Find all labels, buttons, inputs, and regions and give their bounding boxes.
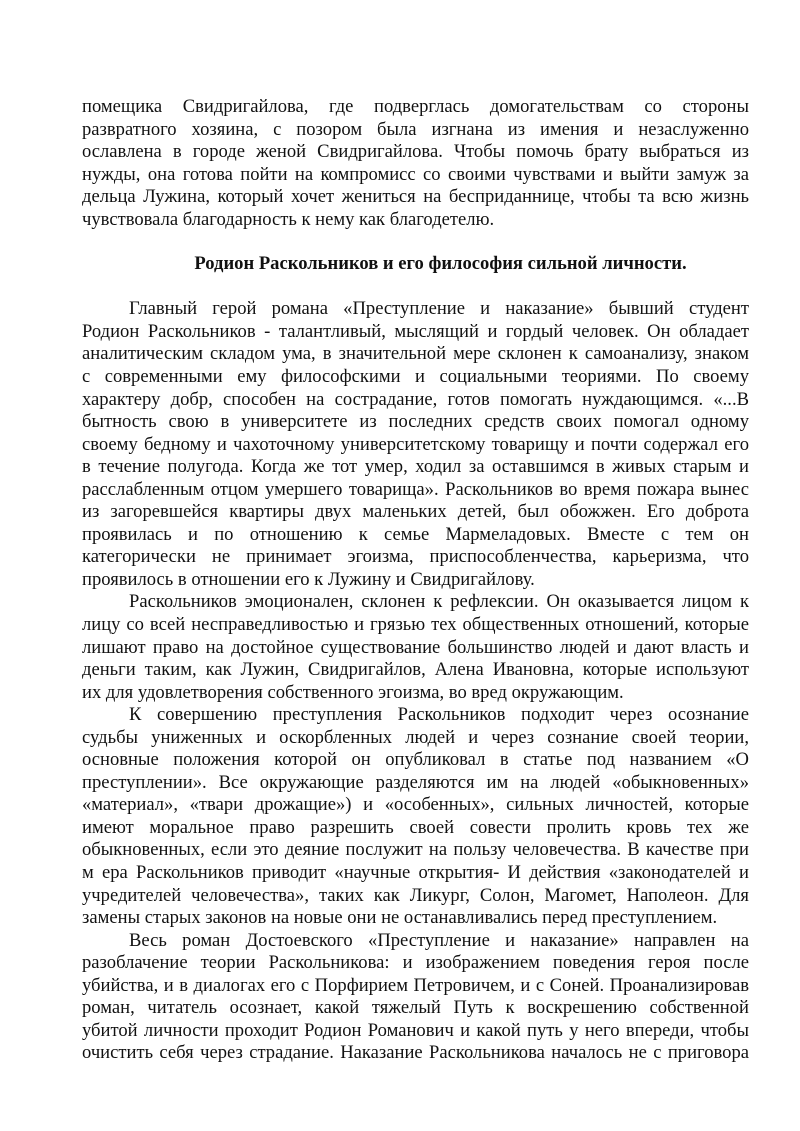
text-line: Раскольников эмоционален, склонен к рефлексии. Он оказывается лицом к [129, 591, 749, 613]
text-line: обыкновенных, если это деяние послужит на пользу человечества. В качестве при [82, 839, 749, 861]
text-line: характеру добр, способен на сострадание, готов помогать нуждающимся. «...В [82, 388, 749, 410]
text-line: с современными ему философскими и социальными теориями. По своему [82, 365, 749, 387]
text-line: аналитическим складом ума, в значительной мере склонен к самоанализу, знаком [82, 343, 749, 365]
text-line: убитой личности проходит Родион Романович и какой путь у него впереди, чтобы [82, 1019, 749, 1041]
text-line: очистить себя через страдание. Наказание Раскольникова началось не с приговора [82, 1042, 749, 1064]
text-line: категорически не принимает эгоизма, приспособленчества, карьеризма, что [82, 546, 749, 568]
paragraph-1 [82, 298, 749, 591]
text-line: чувствовала благодарность к нему как благодетелю. [82, 208, 495, 230]
text-line: разоблачение теории Раскольникова: и изображением поведения героя после [82, 952, 749, 974]
paragraph-4 [82, 930, 749, 1065]
text-line: ославлена в городе женой Свидригайлова. Чтобы помочь брату выбраться из [82, 141, 749, 163]
section-heading: Родион Раскольников и его философия сильной личности. [194, 253, 687, 275]
text-line: проявилось в отношении его к Лужину и Свидригайлову. [82, 568, 535, 590]
text-line: проявилась и по отношению к семье Мармеладовых. Вместе с тем он [82, 523, 749, 545]
text-line: основные положения которой он опубликовал в статье под названием «О [82, 749, 749, 771]
text-line: развратного хозяина, с позором была изгнана из имения и незаслуженно [82, 118, 749, 140]
text-line: расслабленным отцом умершего товарища». Раскольников во время пожара вынес [82, 478, 749, 500]
text-line: нужды, она готова пойти на компромисс со своими чувствами и выйти замуж за [82, 163, 749, 185]
text-line: судьбы униженных и оскорбленных людей и через сознание своей теории, [82, 726, 749, 748]
text-line: Весь роман Достоевского «Преступление и наказание» направлен на [129, 929, 749, 951]
text-line: преступлении». Все окружающие разделяются им на людей «обыкновенных» [82, 771, 749, 793]
text-line: их для удовлетворения собственного эгоизма, во вред окружающим. [82, 681, 624, 703]
paragraph-2 [82, 591, 749, 704]
text-line: Главный герой романа «Преступление и наказание» бывший студент [129, 298, 749, 320]
text-line: убийства, и в диалогах его с Порфирием Петровичем, и с Соней. Проанализировав [82, 974, 749, 996]
text-line: лицу со всей несправедливостью и грязью тех общественных отношений, которые [82, 613, 749, 635]
text-line: Родион Раскольников - талантливый, мыслящий и гордый человек. Он обладает [82, 320, 749, 342]
text-line: из загоревшейся квартиры двух маленьких детей, был обожжен. Его доброта [82, 501, 749, 523]
document-page [82, 96, 749, 1065]
text-line: роман, читатель осознает, какой тяжелый Путь к воскрешению собственной [82, 997, 749, 1019]
text-line: помещика Свидригайлова, где подверглась домогательствам со стороны [82, 96, 749, 117]
text-line: в течение полугода. Когда же тот умер, ходил за оставшимся в живых старым и [82, 456, 749, 478]
text-line: деньги таким, как Лужин, Свидригайлов, Алена Ивановна, которые используют [82, 659, 749, 681]
text-line: замены старых законов на новые они не останавливались перед преступлением. [82, 907, 718, 929]
text-line: лишают право на достойное существование большинство людей и дают власть и [82, 636, 749, 658]
text-line: имеют моральное право разрешить своей совести пролить кровь тех же [82, 816, 749, 838]
text-line: бытность свою в университете из последних средств своих помогал одному [82, 411, 749, 433]
paragraph-3 [82, 704, 749, 929]
text-line: дельца Лужина, который хочет жениться на бесприданнице, чтобы та всю жизнь [82, 186, 749, 208]
text-line: учредителей человечества», таких как Ликург, Солон, Магомет, Наполеон. Для [82, 884, 749, 906]
text-line: м ера Раскольников приводит «научные открытия- И действия «законодателей и [82, 862, 749, 883]
text-line: своему бедному и чахоточному университетскому товарищу и почти содержал его [82, 433, 749, 455]
text-line: «материал», «твари дрожащие») и «особенных», сильных личностей, которые [82, 794, 749, 816]
intro-paragraph [82, 96, 749, 231]
text-line: К совершению преступления Раскольников подходит через осознание [129, 704, 749, 726]
